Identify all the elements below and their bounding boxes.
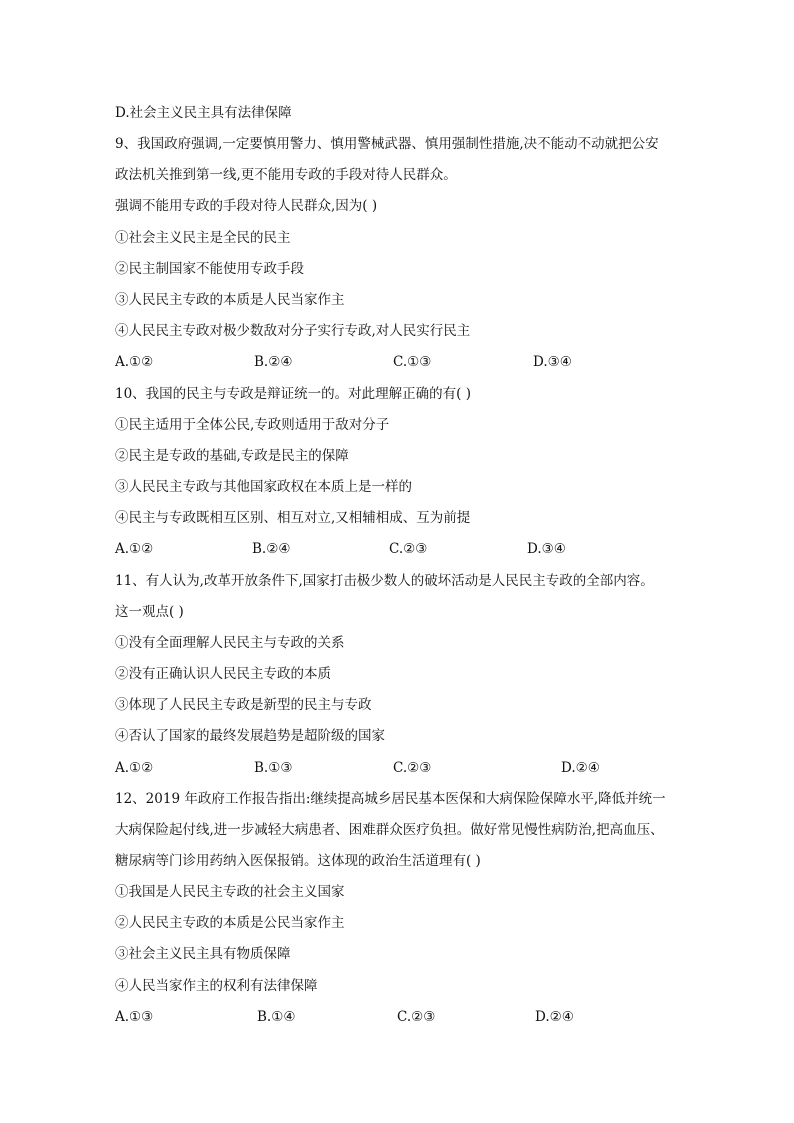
q11-item-3: ③体现了人民民主专政是新型的民主与专政	[115, 697, 372, 713]
q12-item-4: ④人民当家作主的权利有法律保障	[115, 978, 318, 994]
q11-stem-line-2: 这一观点( )	[115, 604, 184, 620]
q11-choice-a: A.①②	[115, 760, 154, 776]
q9-item-4: ④人民民主专政对极少数敌对分子实行专政,对人民实行民主	[115, 323, 471, 339]
q11-item-4: ④否认了国家的最终发展趋势是超阶级的国家	[115, 728, 385, 744]
q11-stem-line-1: 11、有人认为,改革开放条件下,国家打击极少数人的破坏活动是人民民主专政的全部内容。	[115, 573, 654, 589]
q11-choices	[115, 759, 675, 777]
q9-choice-a: A.①②	[115, 354, 154, 370]
q12-item-3: ③社会主义民主具有物质保障	[115, 946, 291, 962]
q10-choices	[115, 540, 675, 558]
q9-choices	[115, 353, 675, 371]
q12-item-2: ②人民民主专政的本质是公民当家作主	[115, 915, 345, 931]
q11-item-2: ②没有正确认识人民民主专政的本质	[115, 666, 331, 682]
q11-choice-c: C.②③	[393, 760, 432, 776]
q12-choices	[115, 1008, 675, 1026]
q12-choice-b: B.①④	[257, 1009, 296, 1025]
q10-choice-d: D.③④	[527, 541, 566, 557]
q12-stem-line-1: 12、2019 年政府工作报告指出:继续提高城乡居民基本医保和大病保险保障水平,降低并统一	[115, 791, 666, 807]
q10-item-2: ②民主是专政的基础,专政是民主的保障	[115, 448, 349, 464]
q9-choice-c: C.①③	[393, 354, 432, 370]
q10-choice-c: C.②③	[389, 541, 428, 557]
q12-item-1: ①我国是人民民主专政的社会主义国家	[115, 884, 345, 900]
q10-item-4: ④民主与专政既相互区别、相互对立,又相辅相成、互为前提	[115, 510, 471, 526]
q9-item-3: ③人民民主专政的本质是人民当家作主	[115, 292, 345, 308]
q10-choice-a: A.①②	[115, 541, 154, 557]
q10-item-1: ①民主适用于全体公民,专政则适用于敌对分子	[115, 417, 390, 433]
q12-choice-c: C.②③	[397, 1009, 436, 1025]
q12-choice-d: D.②④	[535, 1009, 574, 1025]
q12-stem-line-3: 糖尿病等门诊用药纳入医保报销。这体现的政治生活道理有( )	[115, 853, 481, 869]
q12-stem-line-2: 大病保险起付线,进一步减轻大病患者、困难群众医疗负担。做好常见慢性病防治,把高血压、	[115, 822, 664, 838]
q9-stem-line-2: 政法机关推到第一线,更不能用专政的手段对待人民群众。	[115, 167, 457, 183]
q11-choice-b: B.①③	[254, 760, 293, 776]
q9-stem-line-1: 9、我国政府强调,一定要慎用警力、慎用警械武器、慎用强制性措施,决不能动不动就把公安	[115, 136, 659, 152]
q9-choice-d: D.③④	[533, 354, 572, 370]
q9-item-1: ①社会主义民主是全民的民主	[115, 230, 291, 246]
q9-item-2: ②民主制国家不能使用专政手段	[115, 261, 304, 277]
q10-item-3: ③人民民主专政与其他国家政权在本质上是一样的	[115, 479, 412, 495]
q12-choice-a: A.①③	[115, 1009, 154, 1025]
q9-choice-b: B.②④	[254, 354, 293, 370]
q10-stem-line-1: 10、我国的民主与专政是辩证统一的。对此理解正确的有( )	[115, 386, 472, 402]
q9-stem-line-3: 强调不能用专政的手段对待人民群众,因为( )	[115, 198, 378, 214]
q11-item-1: ①没有全面理解人民民主与专政的关系	[115, 635, 345, 651]
q8-option-d: D.社会主义民主具有法律保障	[115, 105, 292, 121]
q11-choice-d: D.②④	[561, 760, 600, 776]
q10-choice-b: B.②④	[252, 541, 291, 557]
